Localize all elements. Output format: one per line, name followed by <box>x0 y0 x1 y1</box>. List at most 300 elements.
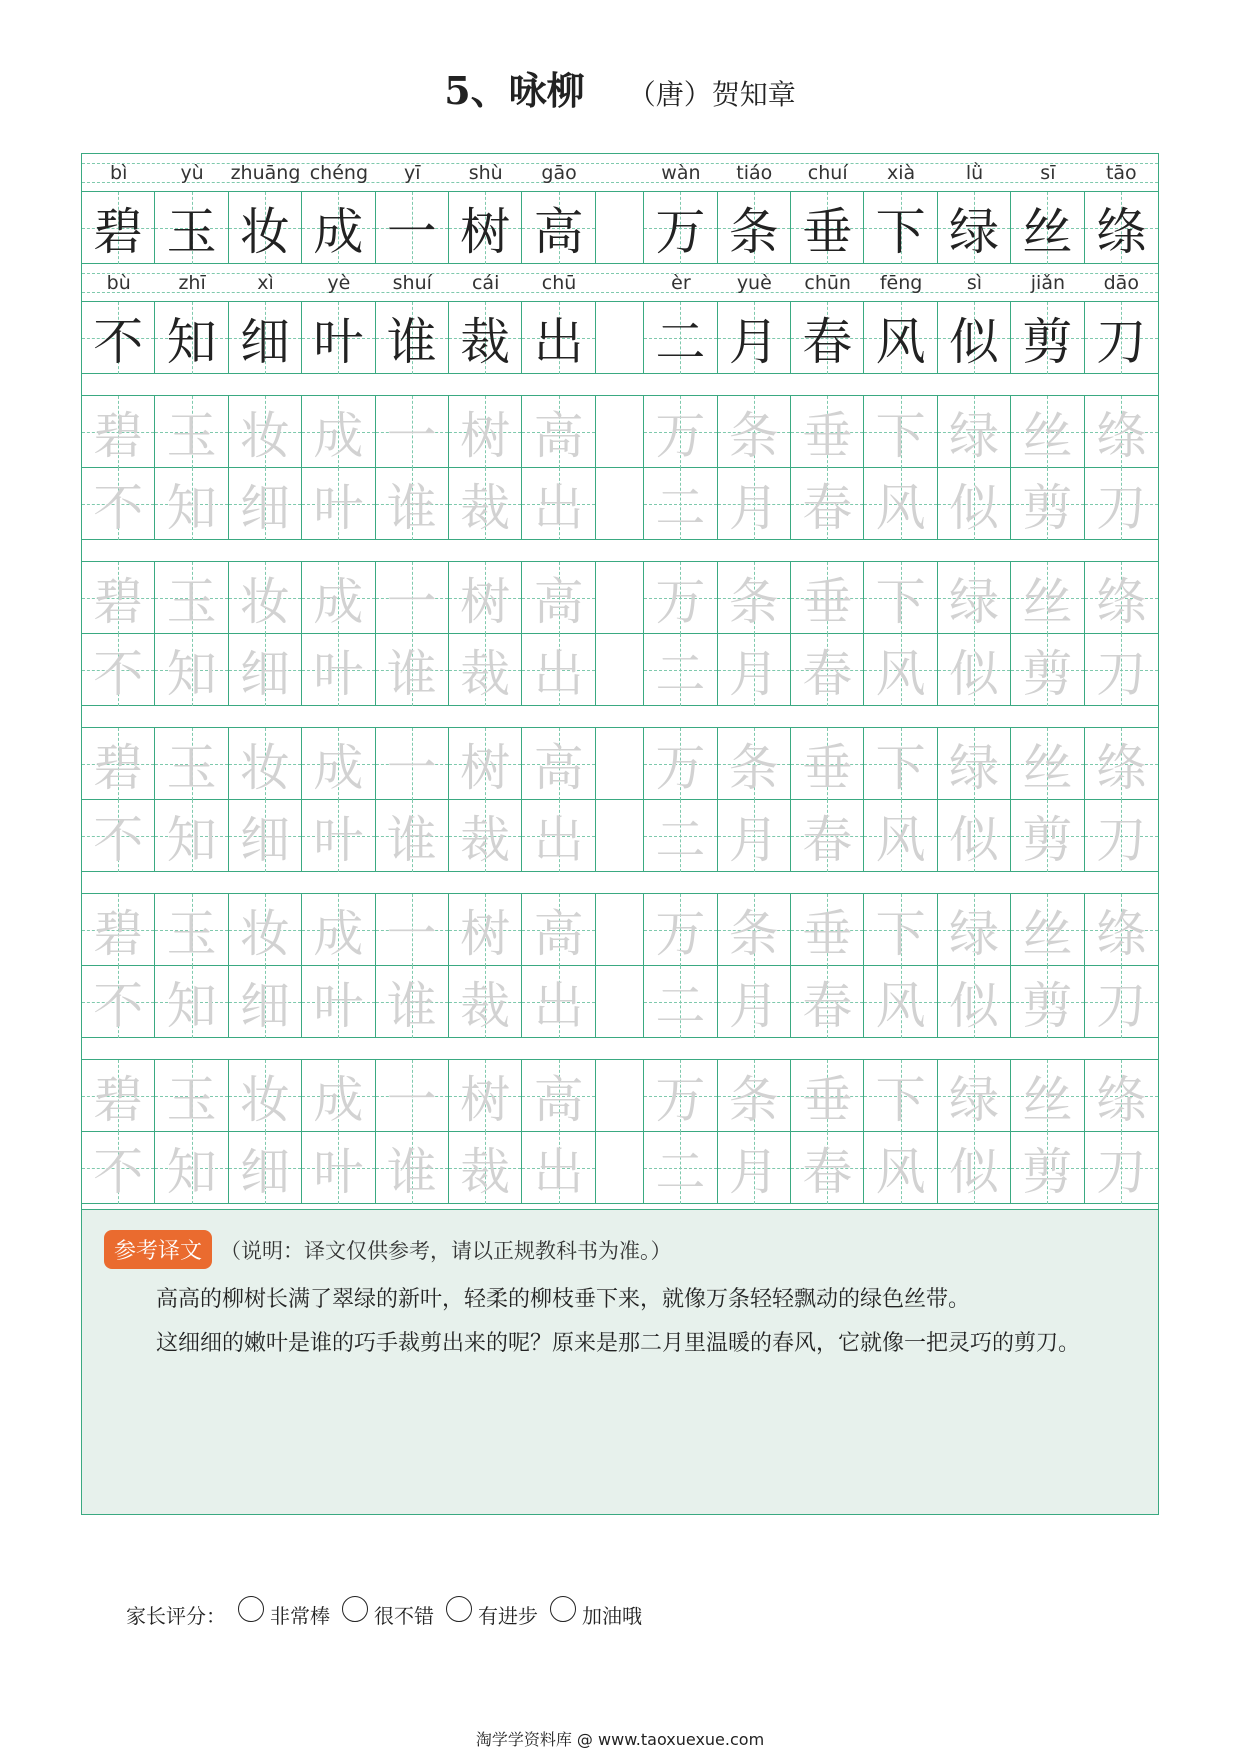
trace-cell <box>938 800 1011 872</box>
poem-author: （唐）贺知章 <box>627 78 796 111</box>
trace-cell <box>718 1060 791 1132</box>
hanzi-character: 不 <box>93 811 144 869</box>
hanzi-character: 妆 <box>239 739 290 797</box>
character-cell <box>82 192 155 264</box>
hanzi-character: 高 <box>533 203 584 261</box>
trace-cell <box>864 800 937 872</box>
pinyin-syllable <box>1085 154 1158 191</box>
trace-cell <box>449 1060 522 1132</box>
hanzi-character: 月 <box>728 479 779 537</box>
hanzi-character: 丝 <box>1022 1071 1073 1129</box>
spacer-row <box>82 872 1158 894</box>
hanzi-character: 刀 <box>1096 977 1147 1035</box>
trace-cell <box>449 562 522 634</box>
pinyin-text: yù <box>180 161 204 184</box>
hanzi-character: 绿 <box>949 739 999 797</box>
hanzi-character: 高 <box>533 1071 584 1129</box>
pinyin-syllable <box>791 154 864 191</box>
hanzi-character: 成 <box>313 407 364 465</box>
character-cell <box>229 302 302 374</box>
trace-cell <box>82 800 155 872</box>
character-cell <box>155 302 228 374</box>
trace-cell <box>938 1060 1011 1132</box>
trace-cell <box>718 1132 791 1204</box>
hanzi-character: 风 <box>875 1143 926 1201</box>
trace-cell <box>1085 468 1158 540</box>
translation-paragraph: 高高的柳树长满了翠绿的新叶，轻柔的柳枝垂下来，就像万条轻轻飘动的绿色丝带。 <box>156 1287 971 1312</box>
radio-circle-icon[interactable] <box>550 1596 576 1622</box>
hanzi-character: 细 <box>239 479 290 537</box>
rating-option[interactable] <box>440 1600 538 1629</box>
trace-cell <box>229 728 302 800</box>
trace-cell <box>718 396 791 468</box>
pinyin-row-2 <box>82 264 1158 302</box>
character-cell <box>449 302 522 374</box>
hanzi-character: 出 <box>533 977 584 1035</box>
trace-cell <box>155 800 228 872</box>
trace-cell <box>229 468 302 540</box>
trace-cell <box>522 800 595 872</box>
separator-cell <box>596 966 644 1038</box>
trace-cell <box>864 894 937 966</box>
worksheet-title <box>0 60 1240 115</box>
hanzi-character: 裁 <box>460 479 511 537</box>
hanzi-character: 绿 <box>949 573 999 631</box>
pinyin-syllable <box>718 154 791 191</box>
hanzi-character: 裁 <box>460 1143 511 1201</box>
hanzi-character: 月 <box>728 313 779 371</box>
trace-cell <box>155 396 228 468</box>
trace-cell <box>791 396 864 468</box>
hanzi-character: 绿 <box>949 905 999 963</box>
pinyin-syllable <box>376 264 449 301</box>
hanzi-character: 似 <box>949 645 999 703</box>
trace-cell <box>644 396 717 468</box>
trace-cell <box>864 468 937 540</box>
hanzi-character: 剪 <box>1022 313 1073 371</box>
pinyin-text: chūn <box>804 271 851 294</box>
hanzi-character: 刀 <box>1096 1143 1147 1201</box>
hanzi-character: 玉 <box>166 407 217 465</box>
radio-circle-icon[interactable] <box>342 1596 368 1622</box>
trace-cell <box>376 1132 449 1204</box>
pinyin-syllable <box>644 264 717 301</box>
character-cell <box>938 192 1011 264</box>
trace-cell <box>82 894 155 966</box>
hanzi-character: 知 <box>166 811 217 869</box>
pinyin-syllable <box>376 154 449 191</box>
hanzi-character: 玉 <box>166 1071 217 1129</box>
trace-cell <box>1011 966 1084 1038</box>
trace-cell <box>1085 800 1158 872</box>
character-cell <box>376 192 449 264</box>
trace-cell <box>718 966 791 1038</box>
trace-cell <box>1011 728 1084 800</box>
hanzi-character: 春 <box>802 811 853 869</box>
character-cell <box>155 192 228 264</box>
character-cell <box>938 302 1011 374</box>
hanzi-character: 知 <box>166 977 217 1035</box>
hanzi-character: 下 <box>875 1071 926 1129</box>
trace-cell <box>522 1060 595 1132</box>
trace-cell <box>644 800 717 872</box>
hanzi-character: 碧 <box>93 407 144 465</box>
trace-cell <box>644 634 717 706</box>
trace-cell <box>938 1132 1011 1204</box>
trace-cell <box>229 634 302 706</box>
hanzi-character: 知 <box>166 1143 217 1201</box>
hanzi-character: 成 <box>313 739 364 797</box>
hanzi-character: 春 <box>802 479 853 537</box>
pinyin-syllable <box>644 154 717 191</box>
rating-option[interactable] <box>544 1600 642 1629</box>
hanzi-character: 春 <box>802 977 853 1035</box>
trace-cell <box>302 562 375 634</box>
hanzi-character: 春 <box>802 645 853 703</box>
character-cell <box>302 302 375 374</box>
hanzi-character: 谁 <box>386 1143 437 1201</box>
trace-cell <box>229 966 302 1038</box>
radio-circle-icon[interactable] <box>446 1596 472 1622</box>
trace-cell <box>229 562 302 634</box>
trace-cell <box>718 468 791 540</box>
footer-credit: 淘学学资料库 @ www.taoxuexue.com <box>475 1730 765 1749</box>
trace-cell <box>1011 396 1084 468</box>
hanzi-character: 成 <box>313 1071 364 1129</box>
hanzi-character: 万 <box>655 407 706 465</box>
rating-option[interactable] <box>336 1600 434 1629</box>
separator-cell <box>596 800 644 872</box>
trace-cell <box>1011 800 1084 872</box>
character-cell <box>449 192 522 264</box>
pinyin-text: chū <box>541 271 577 294</box>
separator-cell <box>596 192 644 264</box>
hanzi-character: 风 <box>875 645 926 703</box>
rating-label: 家长评分： <box>126 1604 226 1628</box>
hanzi-character: 条 <box>728 203 779 261</box>
character-cell <box>522 192 595 264</box>
hanzi-character: 万 <box>655 1071 706 1129</box>
hanzi-character: 丝 <box>1022 407 1073 465</box>
pinyin-syllable <box>1085 264 1158 301</box>
pinyin-text: chuí <box>807 161 848 184</box>
pinyin-text: fēng <box>879 271 923 294</box>
trace-cell <box>938 728 1011 800</box>
trace-cell <box>302 396 375 468</box>
trace-cell <box>302 894 375 966</box>
hanzi-character: 出 <box>533 645 584 703</box>
hanzi-character: 谁 <box>386 645 437 703</box>
hanzi-character: 条 <box>728 573 779 631</box>
character-cell <box>718 302 791 374</box>
trace-cell <box>449 396 522 468</box>
trace-cell <box>302 800 375 872</box>
trace-cell <box>1085 562 1158 634</box>
character-cell <box>1011 192 1084 264</box>
trace-cell <box>82 396 155 468</box>
trace-cell <box>302 1132 375 1204</box>
hanzi-character: 剪 <box>1022 645 1073 703</box>
trace-cell <box>522 562 595 634</box>
hanzi-character: 绦 <box>1096 1071 1147 1129</box>
hanzi-character: 玉 <box>166 203 217 261</box>
pinyin-syllable <box>155 154 228 191</box>
hanzi-character: 绦 <box>1096 739 1147 797</box>
spacer-row <box>82 706 1158 728</box>
trace-cell <box>791 634 864 706</box>
trace-cell <box>82 1132 155 1204</box>
hanzi-character: 绦 <box>1096 407 1147 465</box>
hanzi-character: 垂 <box>802 407 853 465</box>
separator-cell <box>596 634 644 706</box>
trace-cell <box>864 1132 937 1204</box>
trace-cell <box>791 894 864 966</box>
trace-cell <box>938 966 1011 1038</box>
hanzi-character: 万 <box>655 573 706 631</box>
pinyin-text: sī <box>1040 161 1056 184</box>
hanzi-character: 一 <box>386 203 437 261</box>
hanzi-character: 树 <box>460 203 511 261</box>
hanzi-character: 丝 <box>1022 739 1073 797</box>
hanzi-character: 月 <box>728 645 779 703</box>
hanzi-character: 刀 <box>1096 811 1147 869</box>
hanzi-character: 剪 <box>1022 977 1073 1035</box>
hanzi-character: 春 <box>802 313 853 371</box>
hanzi-character: 万 <box>655 203 706 261</box>
hanzi-character: 下 <box>875 739 926 797</box>
hanzi-character: 下 <box>875 203 926 261</box>
trace-cell <box>82 634 155 706</box>
character-cell <box>1011 302 1084 374</box>
trace-cell <box>155 1132 228 1204</box>
hanzi-character: 似 <box>949 977 999 1035</box>
trace-cell <box>718 562 791 634</box>
trace-cell <box>302 468 375 540</box>
trace-cell <box>864 728 937 800</box>
pinyin-text: gāo <box>541 161 577 184</box>
practice-row <box>82 396 1158 468</box>
trace-cell <box>522 966 595 1038</box>
pinyin-syllable <box>938 264 1011 301</box>
trace-cell <box>864 966 937 1038</box>
practice-row <box>82 468 1158 540</box>
trace-cell <box>791 562 864 634</box>
hanzi-character: 二 <box>655 645 706 703</box>
practice-row <box>82 1060 1158 1132</box>
hanzi-character: 不 <box>93 977 144 1035</box>
trace-cell <box>1011 1060 1084 1132</box>
character-cell <box>718 192 791 264</box>
rating-option-label: 加油哦 <box>582 1604 642 1628</box>
hanzi-character: 树 <box>460 1071 511 1129</box>
hanzi-character: 二 <box>655 479 706 537</box>
hanzi-character: 碧 <box>93 573 144 631</box>
separator-cell <box>596 1060 644 1132</box>
rating-option[interactable] <box>232 1600 330 1629</box>
character-cell <box>302 192 375 264</box>
translation-paragraph: 这细细的嫩叶是谁的巧手裁剪出来的呢？原来是那二月里温暖的春风，它就像一把灵巧的剪刀。 <box>156 1331 1081 1356</box>
character-cell <box>522 302 595 374</box>
hanzi-character: 下 <box>875 407 926 465</box>
trace-cell <box>522 728 595 800</box>
trace-cell <box>1085 1060 1158 1132</box>
trace-cell <box>1011 562 1084 634</box>
hanzi-character: 细 <box>239 977 290 1035</box>
hanzi-character: 叶 <box>313 977 364 1035</box>
hanzi-character: 风 <box>875 977 926 1035</box>
hanzi-character: 一 <box>386 573 437 631</box>
pinyin-text: xì <box>257 271 274 294</box>
hanzi-character: 叶 <box>313 479 364 537</box>
trace-cell <box>938 396 1011 468</box>
hanzi-character: 裁 <box>460 977 511 1035</box>
hanzi-character: 妆 <box>239 203 290 261</box>
hanzi-character: 细 <box>239 1143 290 1201</box>
separator-cell <box>596 302 644 374</box>
spacer-row <box>82 374 1158 396</box>
trace-cell <box>229 1132 302 1204</box>
pinyin-syllable <box>302 264 375 301</box>
hanzi-character: 下 <box>875 573 926 631</box>
hanzi-character: 玉 <box>166 739 217 797</box>
hanzi-character: 叶 <box>313 811 364 869</box>
practice-area <box>82 374 1158 1210</box>
hanzi-character: 丝 <box>1022 203 1073 261</box>
trace-cell <box>718 728 791 800</box>
trace-cell <box>1011 894 1084 966</box>
pinyin-syllable <box>229 264 302 301</box>
character-cell <box>864 302 937 374</box>
radio-circle-icon[interactable] <box>238 1596 264 1622</box>
trace-cell <box>155 634 228 706</box>
trace-cell <box>302 634 375 706</box>
trace-cell <box>155 562 228 634</box>
hanzi-character: 高 <box>533 407 584 465</box>
trace-cell <box>718 800 791 872</box>
char-row-2 <box>82 302 1158 374</box>
hanzi-character: 妆 <box>239 1071 290 1129</box>
trace-cell <box>938 468 1011 540</box>
hanzi-character: 绦 <box>1096 905 1147 963</box>
hanzi-character: 不 <box>93 645 144 703</box>
hanzi-character: 垂 <box>802 739 853 797</box>
trace-cell <box>644 728 717 800</box>
trace-cell <box>522 894 595 966</box>
trace-cell <box>82 728 155 800</box>
hanzi-character: 出 <box>533 479 584 537</box>
separator-cell <box>596 562 644 634</box>
pinyin-text: zhuāng <box>230 161 301 184</box>
hanzi-character: 谁 <box>386 811 437 869</box>
pinyin-text: sì <box>966 271 983 294</box>
trace-cell <box>644 966 717 1038</box>
pinyin-text: yè <box>327 271 351 294</box>
hanzi-character: 刀 <box>1096 479 1147 537</box>
trace-cell <box>82 562 155 634</box>
pinyin-text: jiǎn <box>1030 271 1066 294</box>
hanzi-character: 月 <box>728 811 779 869</box>
pinyin-syllable <box>864 264 937 301</box>
trace-cell <box>449 894 522 966</box>
pinyin-text: zhī <box>178 271 206 294</box>
hanzi-character: 二 <box>655 811 706 869</box>
hanzi-character: 条 <box>728 407 779 465</box>
trace-cell <box>1011 1132 1084 1204</box>
hanzi-character: 二 <box>655 1143 706 1201</box>
trace-cell <box>938 562 1011 634</box>
trace-cell <box>522 1132 595 1204</box>
trace-cell <box>376 396 449 468</box>
hanzi-character: 一 <box>386 407 437 465</box>
trace-cell <box>644 1132 717 1204</box>
pinyin-text: shù <box>468 161 503 184</box>
hanzi-character: 不 <box>93 313 144 371</box>
trace-cell <box>82 1060 155 1132</box>
trace-cell <box>376 728 449 800</box>
pinyin-text: dāo <box>1103 271 1139 294</box>
hanzi-character: 条 <box>728 1071 779 1129</box>
trace-cell <box>938 894 1011 966</box>
hanzi-character: 似 <box>949 313 999 371</box>
char-row-1 <box>82 192 1158 264</box>
hanzi-character: 刀 <box>1096 313 1147 371</box>
trace-cell <box>449 1132 522 1204</box>
hanzi-character: 裁 <box>460 645 511 703</box>
trace-cell <box>791 728 864 800</box>
hanzi-character: 成 <box>313 573 364 631</box>
trace-cell <box>522 468 595 540</box>
pinyin-syllable <box>82 154 155 191</box>
pinyin-text: xià <box>887 161 916 184</box>
hanzi-character: 条 <box>728 739 779 797</box>
pinyin-row-1 <box>82 154 1158 192</box>
hanzi-character: 似 <box>949 1143 999 1201</box>
trace-cell <box>229 800 302 872</box>
hanzi-character: 垂 <box>802 905 853 963</box>
pinyin-syllable <box>449 264 522 301</box>
pinyin-syllable <box>938 154 1011 191</box>
character-cell <box>376 302 449 374</box>
trace-cell <box>718 634 791 706</box>
hanzi-character: 风 <box>875 811 926 869</box>
hanzi-character: 不 <box>93 479 144 537</box>
hanzi-character: 妆 <box>239 407 290 465</box>
trace-cell <box>155 1060 228 1132</box>
hanzi-character: 叶 <box>313 313 364 371</box>
pinyin-syllable <box>718 264 791 301</box>
separator-cell <box>596 468 644 540</box>
trace-cell <box>522 396 595 468</box>
trace-cell <box>938 634 1011 706</box>
poem-title: 5、咏柳 <box>444 68 585 113</box>
hanzi-character: 高 <box>533 905 584 963</box>
hanzi-character: 成 <box>313 905 364 963</box>
hanzi-character: 叶 <box>313 1143 364 1201</box>
pinyin-syllable <box>791 264 864 301</box>
trace-cell <box>864 1060 937 1132</box>
hanzi-character: 妆 <box>239 905 290 963</box>
hanzi-character: 谁 <box>386 977 437 1035</box>
trace-cell <box>791 468 864 540</box>
separator-cell <box>596 894 644 966</box>
trace-cell <box>155 468 228 540</box>
character-cell <box>644 192 717 264</box>
hanzi-character: 出 <box>533 1143 584 1201</box>
hanzi-character: 高 <box>533 739 584 797</box>
pinyin-syllable <box>1011 154 1084 191</box>
hanzi-character: 刀 <box>1096 645 1147 703</box>
pinyin-syllable <box>522 264 595 301</box>
